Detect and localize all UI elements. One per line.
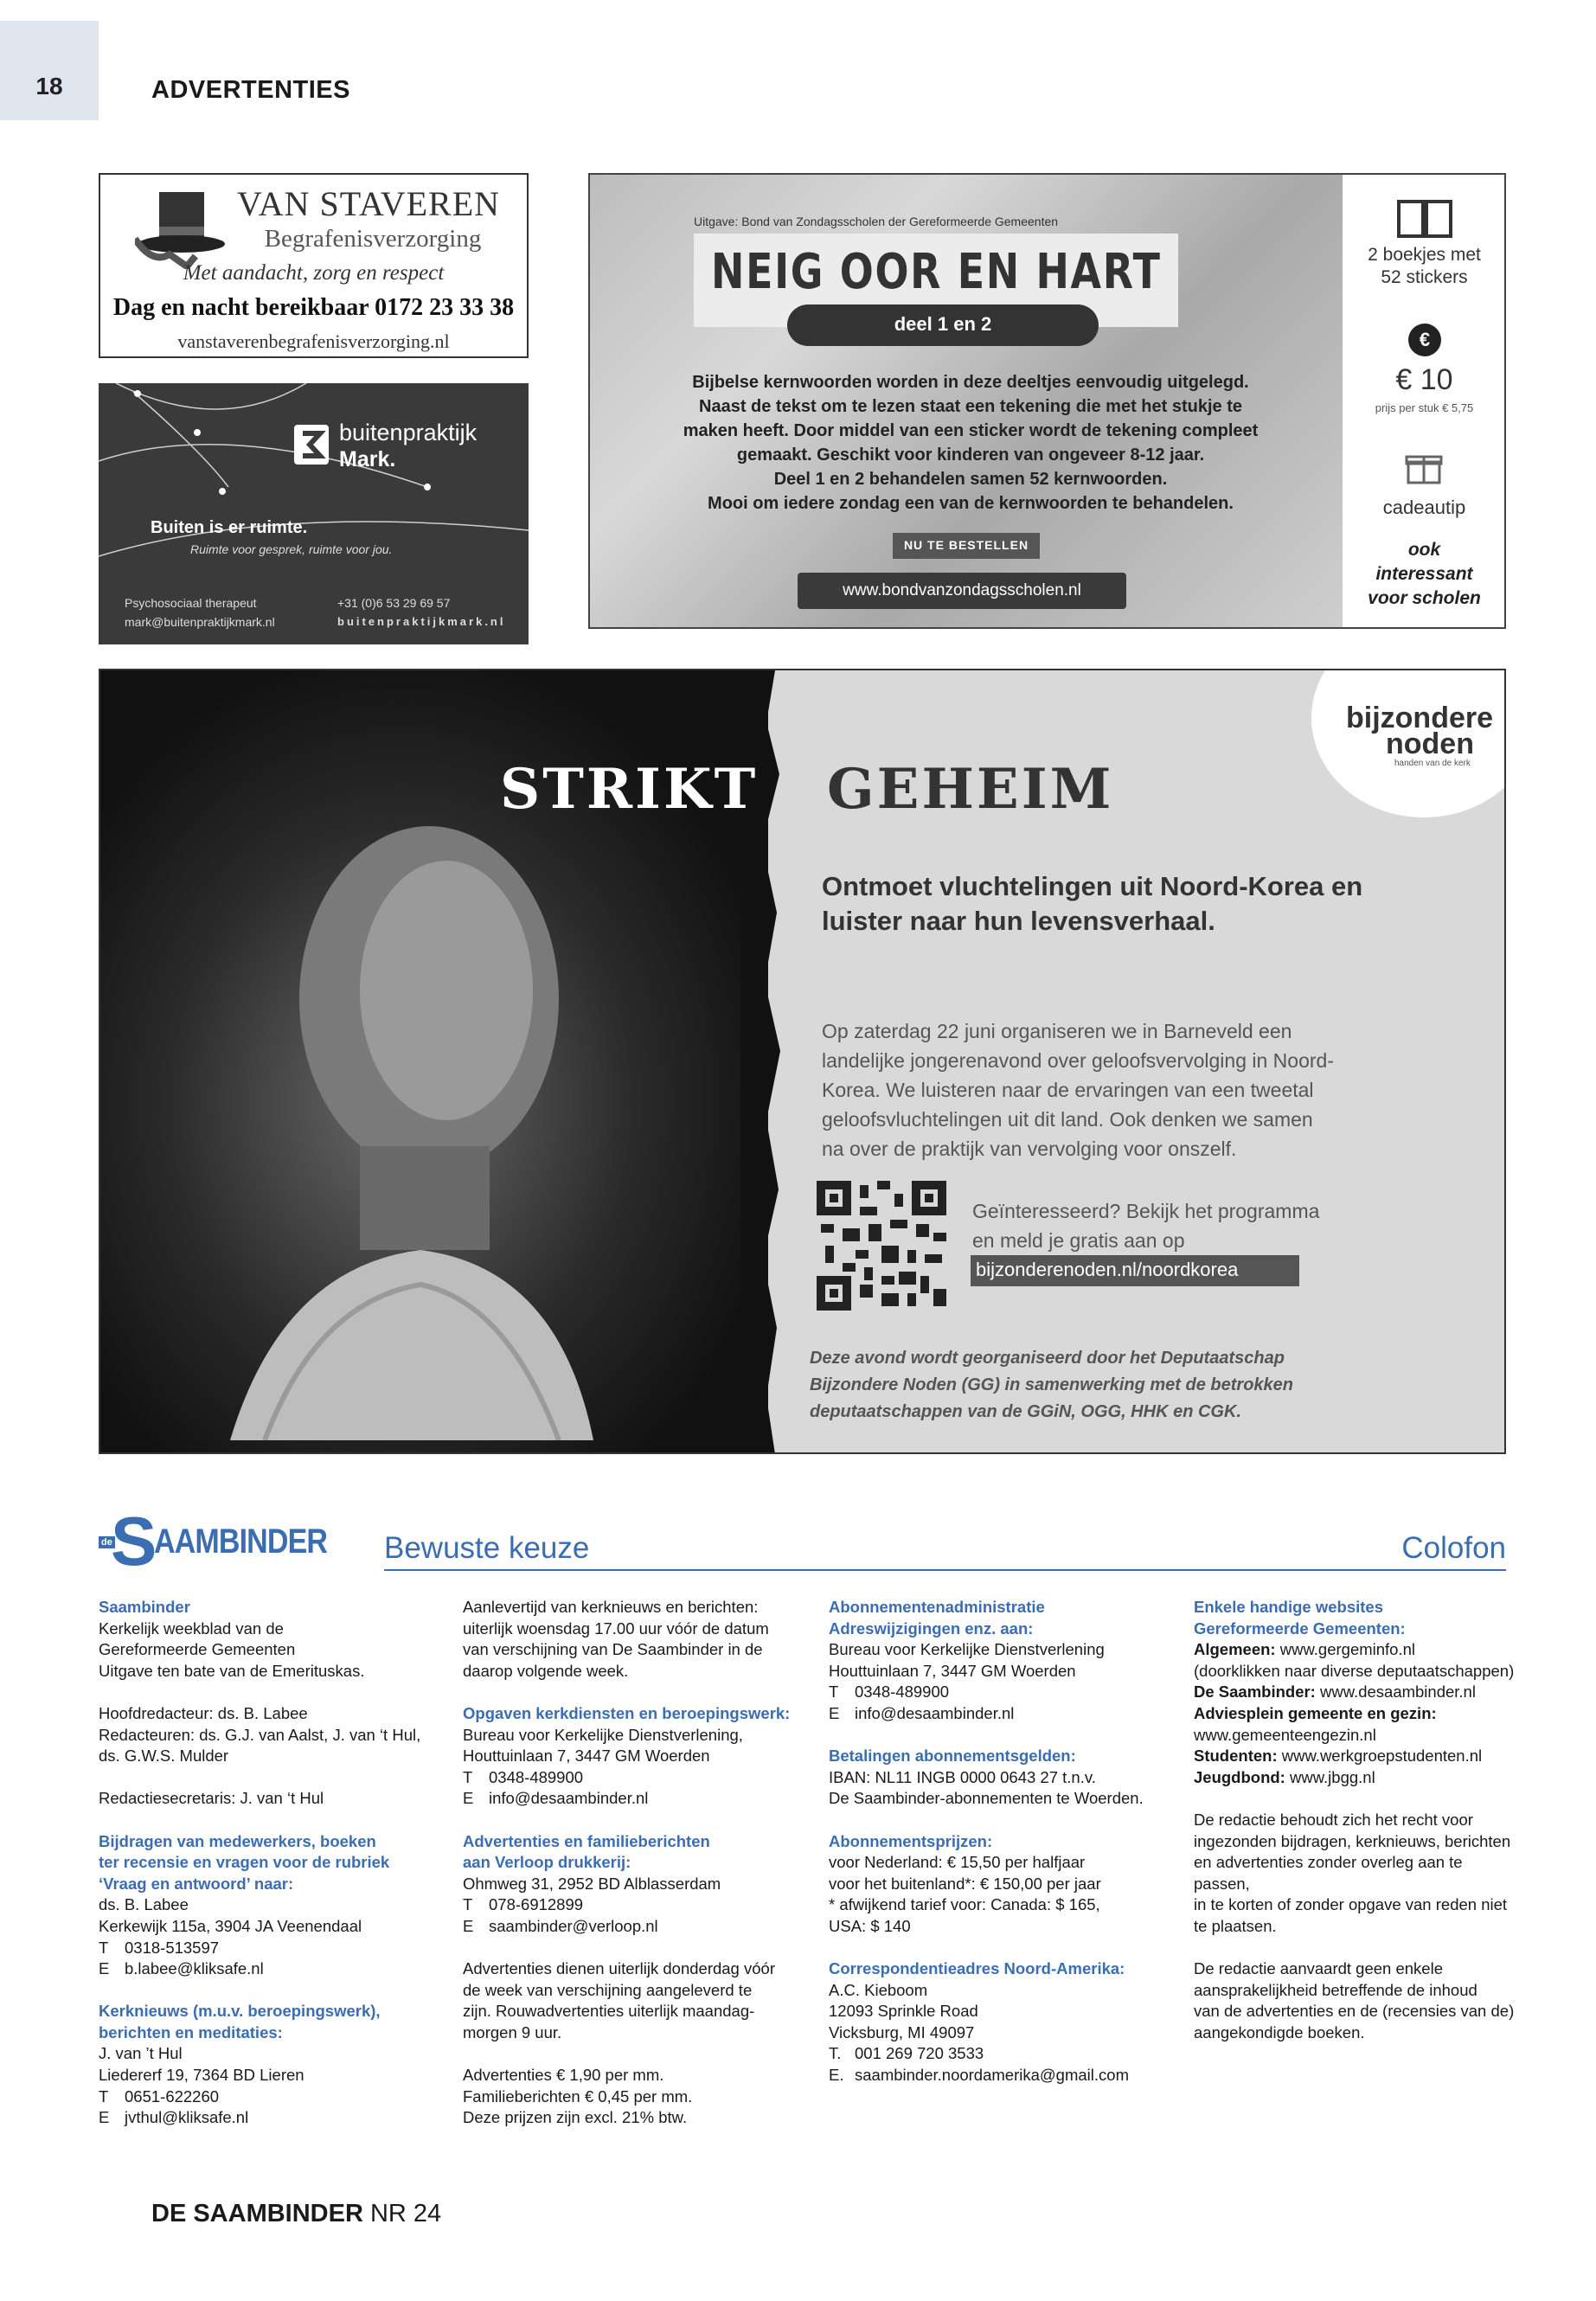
website-line xyxy=(1194,1639,1522,1661)
portrait-silhouette xyxy=(230,783,593,1440)
publisher: Uitgave: Bond van Zondagsscholen der Gereformeerde Gemeenten xyxy=(694,215,1059,228)
website-link[interactable]: www.werkgroepstudenten.nl xyxy=(1277,1747,1483,1766)
column-heading: Betalingen abonnementsgelden: xyxy=(829,1747,1076,1766)
body-line: na over de praktijk van vervolging voor onszelf. xyxy=(822,1138,1237,1160)
gift-label: cadeautip xyxy=(1382,497,1466,518)
organizer-note xyxy=(810,1345,1415,1426)
phone-prefix: T. xyxy=(829,2044,842,2063)
email-prefix: E. xyxy=(829,2066,844,2085)
email-value[interactable]: info@desaambinder.nl xyxy=(855,1703,1015,1722)
text-line: Uitgave ten bate van de Emerituskas. xyxy=(99,1661,365,1680)
column-heading: ‘Vraag en antwoord’ naar: xyxy=(99,1874,294,1893)
text-line: De redactie aanvaardt geen enkele xyxy=(1194,1959,1443,1978)
price: € 10 xyxy=(1395,363,1453,396)
text-line: Familieberichten € 0,45 per mm. xyxy=(463,2086,693,2106)
text-line: De redactie behoudt zich het recht voor xyxy=(1194,1810,1473,1829)
text-line: ingezonden bijdragen, kerknieuws, berichten xyxy=(1194,1831,1511,1850)
description-line: Mooi om iedere zondag een van de kernwoorden te behandelen. xyxy=(708,494,1234,513)
text-line: morgen 9 uur. xyxy=(463,2022,562,2041)
email-value[interactable]: info@desaambinder.nl xyxy=(489,1789,649,1808)
euro-icon: € xyxy=(1408,324,1441,356)
text-line: Hoofdredacteur: ds. B. Labee xyxy=(99,1703,308,1722)
part-label: deel 1 en 2 xyxy=(894,313,992,335)
text-line: Advertenties € 1,90 per mm. xyxy=(463,2066,664,2085)
website-link[interactable]: www.gemeenteengezin.nl xyxy=(1194,1725,1376,1744)
email-prefix: E xyxy=(463,1789,474,1808)
text-line: Kerkelijk weekblad van de xyxy=(99,1618,284,1638)
website-key: De Saambinder: xyxy=(1194,1682,1316,1702)
logo-s: S xyxy=(111,1503,157,1580)
website-link[interactable]: www.gergeminfo.nl xyxy=(1275,1640,1416,1659)
text-line: Redactiesecretaris: J. van ‘t Hul xyxy=(99,1789,324,1808)
publication-name: DE SAAMBINDER xyxy=(151,2200,363,2227)
email-prefix: E xyxy=(99,2108,110,2127)
phone-line xyxy=(829,2043,1166,2065)
logo-de: de xyxy=(99,1536,115,1548)
website[interactable]: buitenpraktijkmark.nl xyxy=(337,615,506,628)
email-value[interactable]: saambinder@verloop.nl xyxy=(489,1916,658,1935)
text-line: De Saambinder-abonnementen te Woerden. xyxy=(829,1789,1144,1808)
text-line: Vicksburg, MI 49097 xyxy=(829,2022,975,2041)
phone-value: 0348-489900 xyxy=(489,1767,584,1786)
schools-label xyxy=(1343,538,1506,611)
text-line: de week van verschijning aangeleverd te xyxy=(463,1980,753,1999)
section-title: ADVERTENTIES xyxy=(151,76,350,104)
logo-line-2: noden xyxy=(1386,727,1474,760)
text-line: van verschijning van De Saambinder in de xyxy=(463,1640,763,1659)
website-key: Studenten: xyxy=(1194,1747,1278,1766)
column-heading: Correspondentieadres Noord-Amerika: xyxy=(829,1959,1125,1978)
ad-van-staveren xyxy=(99,173,529,358)
description-line: Deel 1 en 2 behandelen samen 52 kernwoorden. xyxy=(773,470,1168,489)
column-heading: ter recensie en vragen voor de rubriek xyxy=(99,1853,390,1872)
sidebar-panel xyxy=(1343,175,1506,629)
colofon-column-2 xyxy=(463,1597,800,2129)
text-line: te plaatsen. xyxy=(1194,1916,1277,1935)
column-heading: aan Verloop drukkerij: xyxy=(463,1853,631,1872)
text-line: A.C. Kieboom xyxy=(829,1980,928,1999)
website-link[interactable]: www.desaambinder.nl xyxy=(1315,1682,1476,1702)
email[interactable]: mark@buitenpraktijkmark.nl xyxy=(125,615,275,629)
website-key: Adviesplein gemeente en gezin: xyxy=(1194,1703,1437,1722)
column-heading: Saambinder xyxy=(99,1598,190,1616)
brand-line-2: Mark. xyxy=(339,447,396,471)
email-prefix: E xyxy=(829,1703,840,1722)
email-line xyxy=(829,2065,1166,2086)
body-line: Korea. We luisteren naar de ervaringen van een tweetal xyxy=(822,1079,1314,1101)
text-line: 12093 Sprinkle Road xyxy=(829,2002,978,2021)
count-line: 2 boekjes met xyxy=(1368,245,1481,265)
count-label xyxy=(1343,244,1506,289)
phone-prefix: T xyxy=(463,1767,473,1786)
headline xyxy=(822,869,1427,939)
text-line: aansprakelijkheid betreffende de inhoud xyxy=(1194,1980,1477,1999)
text-line: in te korten of zonder opgave van reden niet xyxy=(1194,1895,1508,1914)
description-line: maken heeft. Door middel van een sticker wordt de tekening compleet xyxy=(683,421,1259,440)
schools-line: ook xyxy=(1407,540,1441,560)
column-heading: Opgaven kerkdiensten en beroepingswerk: xyxy=(463,1703,791,1722)
email-value[interactable]: jvthul@kliksafe.nl xyxy=(125,2108,249,2127)
column-heading: berichten en meditaties: xyxy=(99,2022,283,2041)
email-value[interactable]: saambinder.noordamerika@gmail.com xyxy=(855,2066,1129,2085)
gift-icon xyxy=(1405,450,1443,484)
top-hat-icon xyxy=(135,187,239,269)
column-heading: Abonnementenadministratie xyxy=(829,1598,1045,1616)
cta-line: en meld je gratis aan op xyxy=(972,1229,1185,1252)
website-line xyxy=(1194,1682,1522,1703)
text-line: IBAN: NL11 INGB 0000 0643 27 t.n.v. xyxy=(829,1767,1096,1786)
schools-line: voor scholen xyxy=(1368,588,1481,608)
colofon-header xyxy=(99,1503,1506,1580)
website-key: Algemeen: xyxy=(1194,1640,1276,1659)
text-line: Liedererf 19, 7364 BD Lieren xyxy=(99,2066,304,2085)
phone-line xyxy=(99,1938,436,1959)
email-line xyxy=(463,1916,800,1938)
body-text xyxy=(822,1016,1410,1163)
colofon-column-4 xyxy=(1194,1597,1522,2043)
schools-line: interessant xyxy=(1375,564,1473,584)
column-heading: Bijdragen van medewerkers, boeken xyxy=(99,1831,376,1850)
phone-line xyxy=(829,1682,1166,1703)
phone-value: 0348-489900 xyxy=(855,1682,950,1702)
brand-name: VAN STAVEREN xyxy=(236,184,501,223)
email-line xyxy=(829,1703,1166,1725)
phone-value: 0318-513597 xyxy=(125,1938,220,1957)
email-line xyxy=(99,2107,436,2129)
text-line: Aanlevertijd van kerknieuws en berichten: xyxy=(463,1598,759,1616)
book-icon xyxy=(1394,197,1455,240)
text-line: USA: $ 140 xyxy=(829,1916,911,1935)
logo-line-3: handen van de kerk xyxy=(1394,759,1471,768)
registration-link[interactable]: bijzonderenoden.nl/noordkorea xyxy=(976,1259,1239,1280)
website-link[interactable]: www.jbgg.nl xyxy=(1285,1767,1375,1786)
qr-code-icon[interactable] xyxy=(817,1181,946,1311)
website-key: Jeugdbond: xyxy=(1194,1767,1285,1786)
page-footer xyxy=(151,2200,441,2228)
phone-value: 078-6912899 xyxy=(489,1895,584,1914)
colofon-column-3 xyxy=(829,1597,1166,2086)
cta-line: Geïnteresseerd? Bekijk het programma xyxy=(972,1200,1320,1222)
sub-slogan: Ruimte voor gesprek, ruimte voor jou. xyxy=(190,542,393,556)
text-line: Houttuinlaan 7, 3447 GM Woerden xyxy=(463,1747,710,1766)
description xyxy=(607,370,1334,516)
text-line: daarop volgende week. xyxy=(463,1661,629,1680)
logo-line-1: bijzondere xyxy=(1346,702,1494,734)
tagline: Met aandacht, zorg en respect xyxy=(183,261,445,285)
count-line: 52 stickers xyxy=(1381,267,1468,287)
column-heading: Gereformeerde Gemeenten: xyxy=(1194,1618,1406,1638)
text-line: en advertenties zonder overleg aan te passen, xyxy=(1194,1853,1463,1893)
headline-line: Ontmoet vluchtelingen uit Noord-Korea en xyxy=(822,871,1363,901)
text-line: J. van ’t Hul xyxy=(99,2044,183,2063)
text-line: ds. B. Labee xyxy=(99,1895,189,1914)
phone-prefix: T xyxy=(463,1895,473,1914)
website-line xyxy=(1194,1767,1522,1789)
text-line: Redacteuren: ds. G.J. van Aalst, J. van ‘t Hul, xyxy=(99,1725,421,1744)
page-number: 18 xyxy=(35,73,63,99)
brand-line-1: buitenpraktijk xyxy=(339,420,478,445)
column-heading: Enkele handige websites xyxy=(1194,1598,1383,1616)
website-url[interactable]: vanstaverenbegrafenisverzorging.nl xyxy=(177,330,450,352)
buitenpraktijk-logo-icon xyxy=(294,425,329,465)
headline-line: luister naar hun levensverhaal. xyxy=(822,906,1215,936)
therapist-role: Psychosociaal therapeut xyxy=(125,596,257,610)
logo-wordmark: AAMBINDER xyxy=(154,1522,328,1561)
text-line: Deze prijzen zijn excl. 21% btw. xyxy=(463,2108,688,2127)
page-number-box xyxy=(0,21,99,120)
phone-prefix: T xyxy=(99,1938,109,1957)
organizer-line: deputaatschappen van de GGiN, OGG, HHK en CGK. xyxy=(810,1402,1241,1421)
text-line: Bureau voor Kerkelijke Dienstverlening xyxy=(829,1640,1105,1659)
text-line: Gereformeerde Gemeenten xyxy=(99,1640,296,1659)
text-line: voor het buitenland*: € 150,00 per jaar xyxy=(829,1874,1101,1893)
ad-buitenpraktijk-mark xyxy=(99,383,529,644)
issue-number: NR 24 xyxy=(362,2200,442,2227)
ad-strikt-geheim xyxy=(99,669,1506,1454)
text-line: * afwijkend tarief voor: Canada: $ 165, xyxy=(829,1895,1100,1914)
book-title: NEIG OOR EN HART xyxy=(711,244,1162,300)
email-prefix: E xyxy=(463,1916,474,1935)
phone-value: 001 269 720 3533 xyxy=(855,2044,984,2063)
phone-prefix: T xyxy=(829,1682,839,1702)
text-line: Ohmweg 31, 2952 BD Alblasserdam xyxy=(463,1874,721,1893)
description-line: Naast de tekst om te lezen staat een tekening die met het stukje te xyxy=(699,397,1242,416)
website-line xyxy=(1194,1746,1522,1767)
email-line xyxy=(463,1788,800,1810)
description-line: Bijbelse kernwoorden worden in deze deeltjes eenvoudig uitgelegd. xyxy=(692,373,1249,392)
brand-subtitle: Begrafenisverzorging xyxy=(264,225,482,253)
order-label: NU TE BESTELLEN xyxy=(903,538,1029,552)
divider xyxy=(384,1569,1506,1571)
text-line: voor Nederland: € 15,50 per halfjaar xyxy=(829,1853,1086,1872)
text-line: ds. G.W.S. Mulder xyxy=(99,1747,229,1766)
text-line: zijn. Rouwadvertenties uiterlijk maandag- xyxy=(463,2002,755,2021)
colofon-column-1 xyxy=(99,1597,436,2129)
text-line: Advertenties dienen uiterlijk donderdag vóór xyxy=(463,1959,775,1978)
column-heading: Kerknieuws (m.u.v. beroepingswerk), xyxy=(99,2002,381,2021)
text-line: Houttuinlaan 7, 3447 GM Woerden xyxy=(829,1661,1076,1680)
text-line: Bureau voor Kerkelijke Dienstverlening, xyxy=(463,1725,743,1744)
phone-value: 0651-622260 xyxy=(125,2086,220,2106)
body-line: geloofsvluchtelingen uit dit land. Ook denken we samen xyxy=(822,1108,1313,1131)
text-line: aangekondigde boeken. xyxy=(1194,2022,1365,2041)
ad-neig-oor-en-hart xyxy=(588,173,1506,629)
website-url[interactable]: www.bondvanzondagsscholen.nl xyxy=(843,581,1081,599)
phone-prefix: T xyxy=(99,2086,109,2106)
title-left: STRIKT xyxy=(500,757,759,822)
organizer-line: Bijzondere Noden (GG) in samenwerking met de betrokken xyxy=(810,1375,1293,1394)
column-heading: Advertenties en familieberichten xyxy=(463,1831,710,1850)
organizer-line: Deze avond wordt georganiseerd door het Deputaatschap xyxy=(810,1349,1285,1368)
phone-line xyxy=(99,2086,436,2108)
phone-line: Dag en nacht bereikbaar 0172 23 33 38 xyxy=(112,294,515,321)
description-line: gemaakt. Geschikt voor kinderen van ongeveer 8-12 jaar. xyxy=(736,445,1205,465)
logo-tagline: Bewuste keuze xyxy=(384,1531,590,1565)
unit-price: prijs per stuk € 5,75 xyxy=(1375,401,1474,414)
phone-line xyxy=(463,1894,800,1916)
phone-line xyxy=(463,1767,800,1789)
call-to-action xyxy=(972,1196,1405,1255)
slogan: Buiten is er ruimte. xyxy=(151,518,308,537)
body-line: landelijke jongerenavond over geloofsvervolging in Noord- xyxy=(822,1049,1334,1072)
column-heading: Abonnementsprijzen: xyxy=(829,1831,993,1850)
title-right: GEHEIM xyxy=(827,757,1114,822)
text-line: (doorklikken naar diverse deputaatschappen) xyxy=(1194,1661,1515,1680)
colofon-title: Colofon xyxy=(1401,1531,1506,1565)
text-line: van de advertenties en de (recensies van de) xyxy=(1194,2002,1515,2021)
phone: +31 (0)6 53 29 69 57 xyxy=(337,596,451,610)
email-line xyxy=(99,1958,436,1980)
text-line: Kerkewijk 115a, 3904 JA Veenendaal xyxy=(99,1916,362,1935)
body-line: Op zaterdag 22 juni organiseren we in Barneveld een xyxy=(822,1020,1292,1042)
column-heading: Adreswijzigingen enz. aan: xyxy=(829,1618,1034,1638)
email-value[interactable]: b.labee@kliksafe.nl xyxy=(125,1959,264,1978)
email-prefix: E xyxy=(99,1959,110,1978)
text-line: uiterlijk woensdag 17.00 uur vóór de datum xyxy=(463,1618,769,1638)
